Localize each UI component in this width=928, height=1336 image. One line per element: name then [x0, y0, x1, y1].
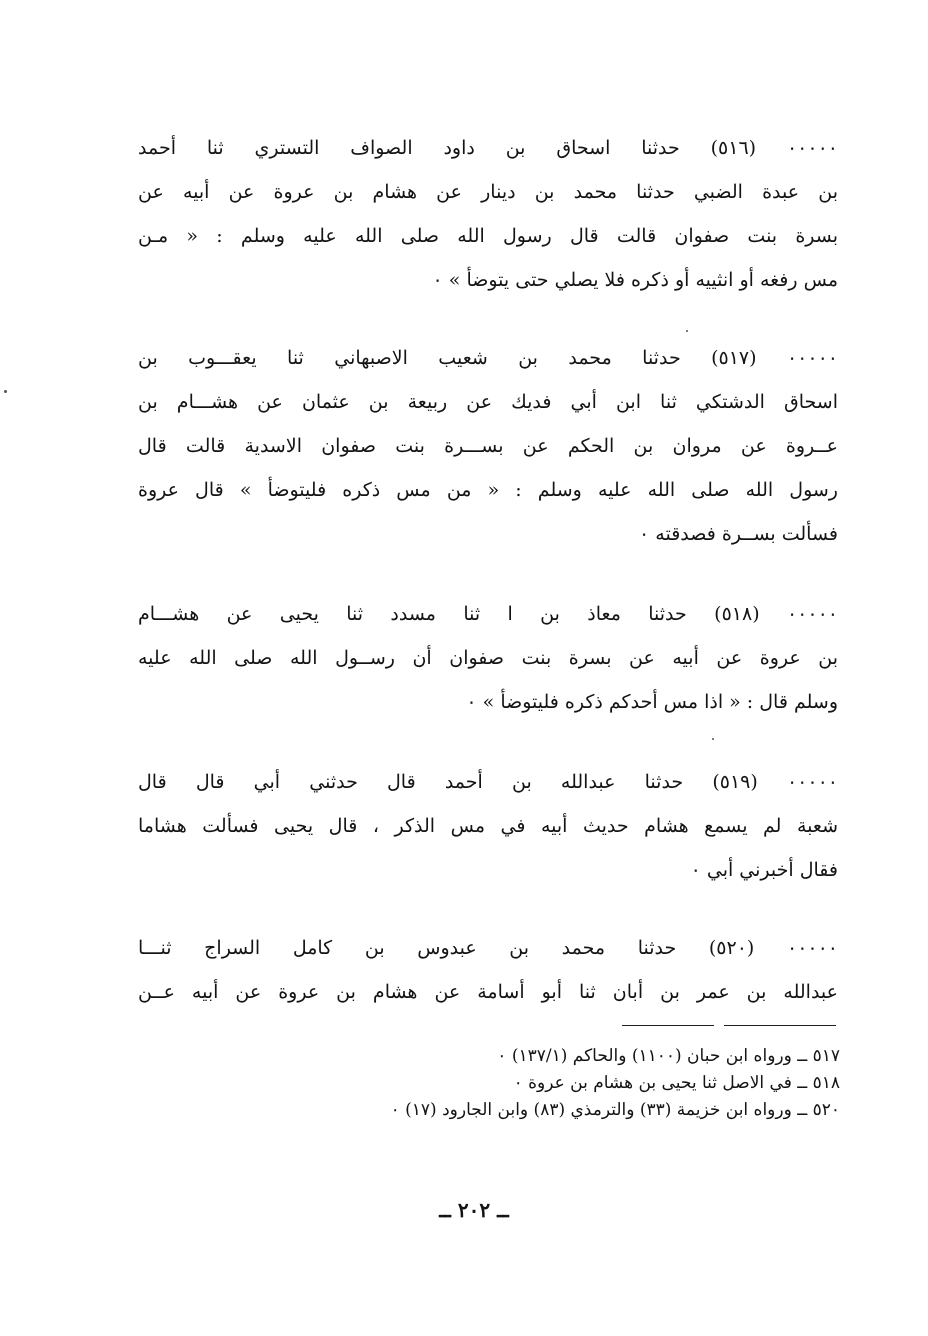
footnote: ٥١٧ ــ ورواه ابن حبان (١١٠٠) والحاكم (١٣٧/١) ٠: [497, 1046, 840, 1066]
text-line: ٠٠٠٠٠ (٥١٩) حدثنا عبدالله بن أحمد قال حدثني أبي قال قال: [138, 771, 838, 793]
hadith-517: [138, 336, 838, 556]
text-line: ٠٠٠٠٠ (٥١٦) حدثنا اسحاق بن داود الصواف التستري ثنا أحمد: [138, 137, 838, 159]
footnotes: [160, 1043, 840, 1124]
footnote: ٥٢٠ ــ ورواه ابن خزيمة (٣٣) والترمذي (٨٣) وابن الجارود (١٧) ٠: [390, 1100, 840, 1120]
hadith-518: [138, 592, 838, 724]
text-line: فسألت بســرة فصدقته ٠: [639, 523, 838, 545]
text-line: ٠٠٠٠٠ (٥٢٠) حدثنا محمد بن عبدوس بن كامل السراج ثنـــا: [138, 937, 839, 959]
scan-speck: [4, 390, 7, 393]
scan-speck: [712, 738, 714, 740]
text-line: رسول الله صلى الله عليه وسلم : « من مس ذكره فليتوضأ » قال عروة: [138, 479, 838, 501]
hadith-520: [138, 926, 838, 1014]
text-line: فقال أخبرني أبي ٠: [690, 859, 838, 881]
text-line: ٠٠٠٠٠ (٥١٨) حدثنا معاذ بن ا ثنا مسدد ثنا يحيى عن هشـــام: [138, 603, 838, 625]
text-line: بن عبدة الضبي حدثنا محمد بن دينار عن هشام بن عروة عن أبيه عن: [138, 181, 838, 203]
text-line: اسحاق الدشتكي ثنا ابن أبي فديك عن ربيعة بن عثمان عن هشـــام بن: [138, 391, 838, 413]
text-line: وسلم قال : « اذا مس أحدكم ذكره فليتوضأ » ٠: [466, 691, 838, 713]
hadith-516: [138, 126, 838, 302]
footnote: ٥١٨ ــ في الاصل ثنا يحيى بن هشام بن عروة ٠: [513, 1073, 840, 1093]
hadith-519: [138, 760, 838, 892]
page-number: ــ ٢٠٢ ــ: [439, 1198, 509, 1222]
footnote-separator: [622, 1025, 714, 1026]
scan-speck: [686, 330, 688, 332]
text-line: شعبة لم يسمع هشام حديث أبيه في مس الذكر ، قال يحيى فسألت هشاما: [138, 815, 838, 837]
text-line: عبدالله بن عمر بن أبان ثنا أبو أسامة عن هشام بن عروة عن أبيه عــن: [138, 981, 838, 1003]
text-line: ٠٠٠٠٠ (٥١٧) حدثنا محمد بن شعيب الاصبهاني ثنا يعقـــوب بن: [138, 347, 838, 369]
text-line: مس رفغه أو انثييه أو ذكره فلا يصلي حتى يتوضأ » ٠: [432, 269, 838, 291]
text-line: بن عروة عن أبيه عن بسرة بنت صفوان أن رســول الله صلى الله عليه: [138, 647, 838, 669]
text-line: بسرة بنت صفوان قالت قال رسول الله صلى الله عليه وسلم : « مـن: [138, 225, 838, 247]
text-line: عــروة عن مروان بن الحكم عن بســـرة بنت صفوان الاسدية قالت قال: [138, 435, 838, 457]
footnote-separator: [724, 1025, 836, 1026]
